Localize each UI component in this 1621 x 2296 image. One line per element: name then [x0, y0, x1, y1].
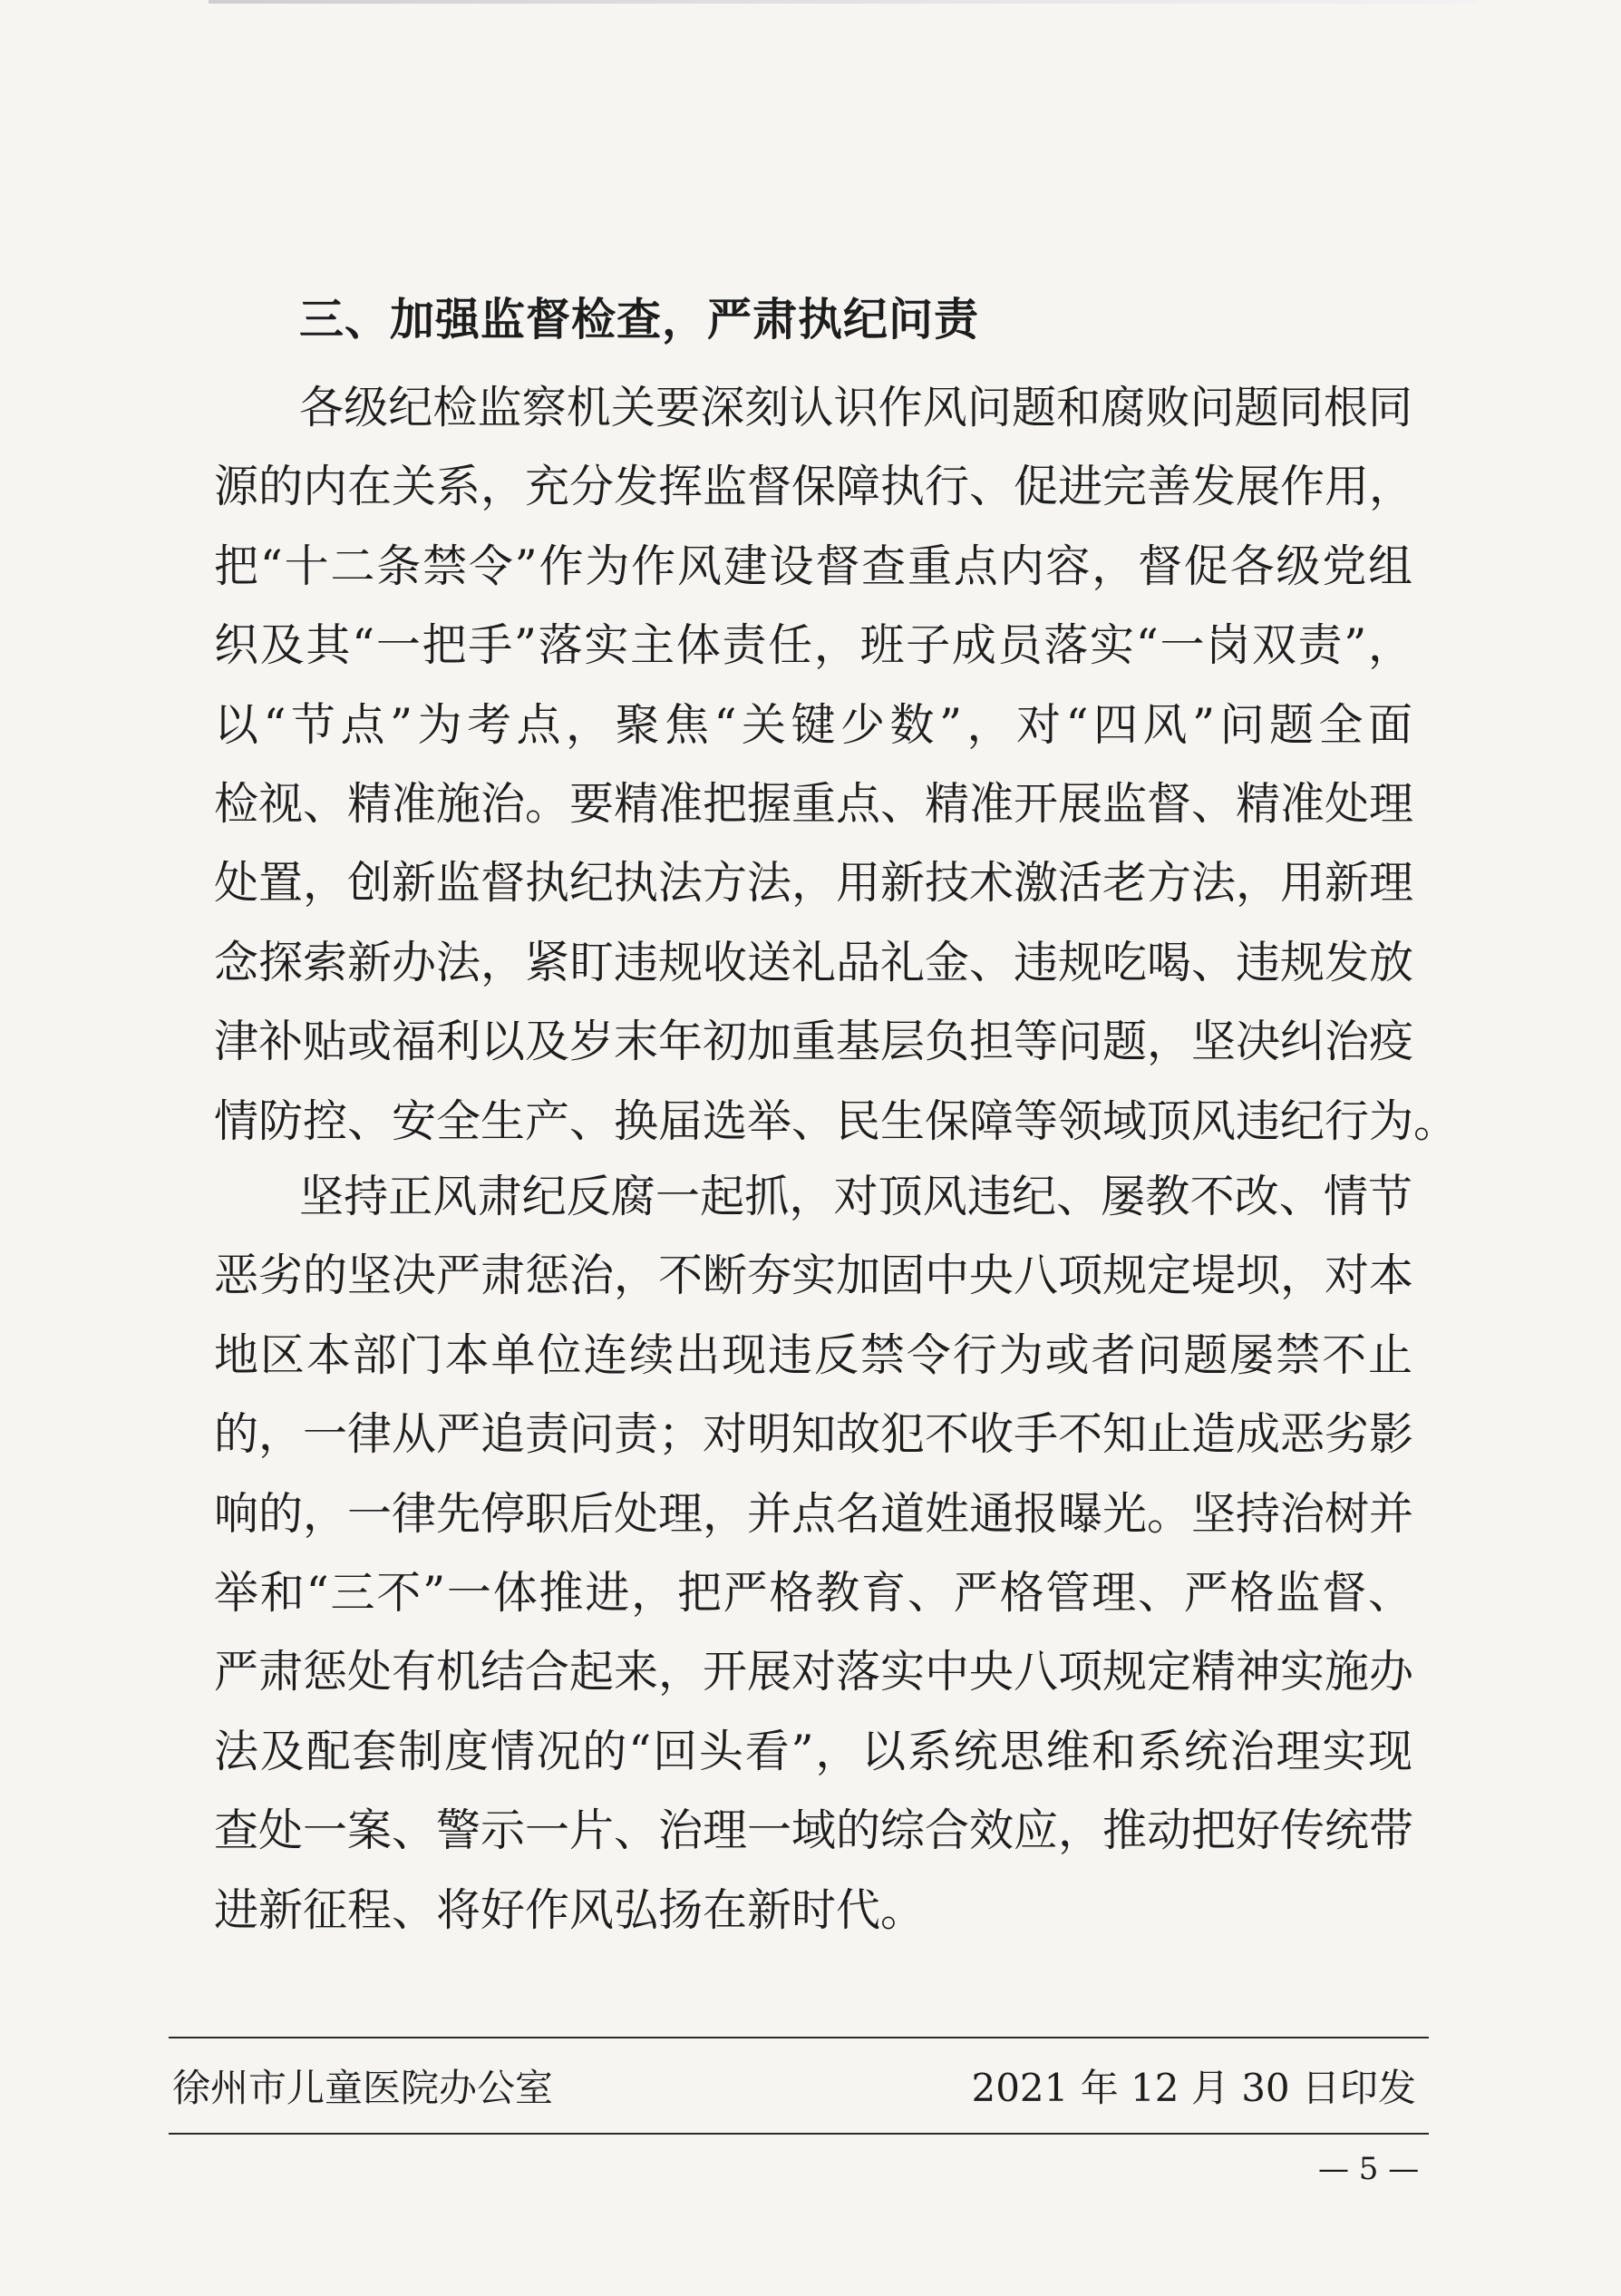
paragraph-line: 严肃惩处有机结合起来，开展对落实中央八项规定精神实施办: [214, 1646, 1414, 1698]
page-number: — 5 —: [1318, 2151, 1420, 2187]
paragraph-line: 举和“三不”一体推进，把严格教育、严格管理、严格监督、: [214, 1567, 1412, 1620]
paragraph-line: 进新征程、将好作风弘扬在新时代。: [214, 1883, 926, 1936]
paragraph-line: 的，一律从严追责问责；对明知故犯不收手不知止造成恶劣影: [214, 1408, 1414, 1461]
footer-top-rule: [169, 2037, 1429, 2038]
section-heading: 三、加强监督检查，严肃执纪问责: [299, 294, 980, 345]
paragraph-line: 恶劣的坚决严肃惩治，不断夯实加固中央八项规定堤坝，对本: [214, 1250, 1414, 1302]
paragraph-line: 把“十二条禁令”作为作风建设督查重点内容，督促各级党组: [214, 540, 1412, 592]
paragraph-line: 响的，一律先停职后处理，并点名道姓通报曝光。坚持治树并: [214, 1487, 1414, 1540]
paragraph-line: 津补贴或福利以及岁末年初加重基层负担等问题，坚决纠治疫: [214, 1016, 1414, 1068]
paragraph-line: 以“节点”为考点，聚焦“关键少数”，对“四风”问题全面: [214, 698, 1412, 751]
paragraph-line: 坚持正风肃纪反腐一起抓，对顶风违纪、屡教不改、情节: [299, 1171, 1412, 1222]
paragraph-line: 法及配套制度情况的“回头看”，以系统思维和系统治理实现: [214, 1725, 1412, 1777]
footer-bottom-rule: [169, 2133, 1429, 2135]
paragraph-line: 地区本部门本单位连续出现违反禁令行为或者问题屡禁不止: [214, 1328, 1412, 1381]
paragraph-line: 检视、精准施治。要精准把握重点、精准开展监督、精准处理: [214, 778, 1414, 831]
issue-date: 2021 年 12 月 30 日印发: [971, 2066, 1416, 2110]
paragraph-line: 处置，创新监督执纪执法方法，用新技术激活老方法，用新理: [214, 857, 1414, 910]
paragraph-line: 源的内在关系，充分发挥监督保障执行、促进完善发展作用，: [214, 461, 1414, 513]
top-edge-line: [209, 0, 1478, 4]
paragraph-line: 情防控、安全生产、换届选举、民生保障等领域顶风违纪行为。: [214, 1094, 1459, 1147]
paragraph-line: 念探索新办法，紧盯违规收送礼品礼金、违规吃喝、违规发放: [214, 936, 1414, 988]
body-paragraph-1: [214, 368, 1459, 1161]
paragraph-line: 织及其“一把手”落实主体责任，班子成员落实“一岗双责”，: [214, 619, 1412, 672]
paragraph-line: 查处一案、警示一片、治理一域的综合效应，推动把好传统带: [214, 1805, 1414, 1857]
issuing-organization: 徐州市儿童医院办公室: [172, 2066, 554, 2110]
paragraph-line: 各级纪检监察机关要深刻认识作风问题和腐败问题同根同: [299, 382, 1412, 433]
body-paragraph-2: [214, 1157, 1412, 1950]
